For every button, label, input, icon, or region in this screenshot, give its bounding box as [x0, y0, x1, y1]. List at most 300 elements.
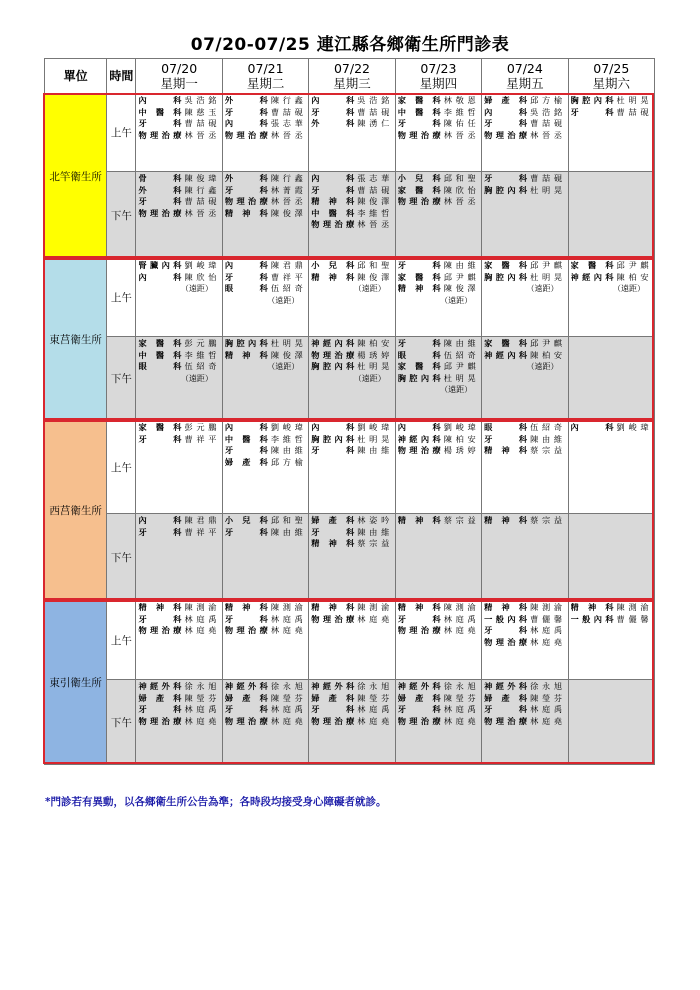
- doctor-name: 林庭禹: [270, 704, 303, 715]
- clinic-entry: [571, 260, 653, 272]
- doctor-name: 杜明晃: [443, 372, 476, 383]
- department: 內 科: [570, 422, 614, 432]
- department: 家醫科: [397, 271, 441, 282]
- clinic-entry: [138, 107, 220, 119]
- department: 牙 科: [138, 613, 182, 624]
- clinic-entry: [311, 107, 393, 119]
- clinic-entry: [484, 614, 566, 626]
- department: 牙 科: [311, 184, 355, 195]
- schedule-cell: [309, 514, 395, 601]
- schedule-cell: [395, 172, 481, 259]
- schedule-cell: [136, 421, 222, 514]
- doctor-name: 陳行鑫: [270, 173, 303, 183]
- day-date: 07/25: [593, 61, 630, 76]
- department: 家醫科: [484, 338, 528, 348]
- department: 精神科: [570, 602, 614, 612]
- doctor-name: 陳君鼎: [184, 515, 217, 525]
- clinic-entry: [138, 625, 220, 637]
- department: 家醫科: [138, 338, 182, 348]
- day-weekday: 星期二: [246, 76, 285, 91]
- department: 物理治療: [138, 207, 182, 218]
- schedule-cell: [482, 514, 568, 601]
- department: 家醫科: [397, 95, 441, 105]
- department: 物理治療: [138, 715, 182, 726]
- schedule-cell: [568, 601, 654, 680]
- doctor-name: 陳由維: [270, 445, 303, 456]
- clinic-entry: [138, 704, 220, 716]
- schedule-cell: [482, 94, 568, 172]
- department: 牙 科: [224, 184, 268, 195]
- department: 神經外科: [311, 681, 355, 691]
- department: 一般內科: [484, 613, 528, 624]
- unit-name: 東莒衛生所: [45, 259, 107, 421]
- doctor-name: 李維哲: [270, 433, 303, 444]
- clinic-entry: [311, 681, 393, 693]
- clinic-entry: [138, 361, 220, 373]
- doctor-name: 林晉丞: [530, 129, 563, 140]
- clinic-entry: [138, 118, 220, 130]
- doctor-name: 陳瑩芬: [270, 692, 303, 703]
- schedule-cell: [395, 514, 481, 601]
- department: 胸腔內科: [570, 95, 614, 105]
- department: 內 科: [138, 271, 182, 282]
- clinic-entry: [398, 185, 480, 197]
- doctor-name: 杜明晃: [270, 338, 303, 348]
- department: 神經內科: [311, 338, 355, 348]
- doctor-name: 楊琇婷: [357, 349, 390, 360]
- doctor-name: 陳君鼎: [270, 260, 303, 270]
- department: 外 科: [224, 95, 268, 105]
- clinic-entry: [484, 118, 566, 130]
- doctor-name: 徐永旭: [270, 681, 303, 691]
- doctor-name: 陳測渝: [443, 602, 476, 612]
- doctor-name: 林庭堯: [184, 625, 217, 636]
- doctor-name: 劉峻瑋: [443, 422, 476, 432]
- clinic-entry: [225, 185, 307, 197]
- remote-note: （遠距）: [267, 295, 300, 305]
- clinic-entry: [225, 527, 307, 539]
- doctor-name: 林庭堯: [443, 625, 476, 636]
- clinic-entry: [138, 527, 220, 539]
- day-header: [136, 59, 222, 94]
- doctor-name: 彭元鵬: [184, 338, 217, 348]
- doctor-name: 林庭堯: [530, 715, 563, 726]
- clinic-entry: [138, 173, 220, 185]
- clinic-entry: [311, 272, 393, 284]
- clinic-entry: [311, 527, 393, 539]
- doctor-name: 陳由維: [530, 433, 563, 444]
- schedule-cell: [395, 601, 481, 680]
- department: 牙 科: [484, 433, 528, 444]
- doctor-name: 陳由維: [357, 445, 390, 456]
- department: 牙 科: [397, 260, 441, 270]
- department: 家醫科: [138, 422, 182, 432]
- department: 物理治療: [397, 715, 441, 726]
- clinic-entry: [571, 422, 653, 434]
- department: 物理治療: [138, 625, 182, 636]
- department: 精神科: [397, 515, 441, 525]
- clinic-entry: [398, 350, 480, 362]
- day-header: [482, 59, 568, 94]
- department: 牙 科: [484, 625, 528, 636]
- doctor-name: 陳瑩芬: [357, 692, 390, 703]
- doctor-name: 陳測渝: [184, 602, 217, 612]
- doctor-name: 邱和聖: [357, 260, 390, 270]
- doctor-name: 陳由維: [443, 260, 476, 270]
- department: 小兒科: [397, 173, 441, 183]
- department: 精神科: [224, 349, 268, 360]
- doctor-name: 林庭禹: [443, 613, 476, 624]
- day-date: 07/20: [161, 61, 198, 76]
- doctor-name: 劉峻瑋: [270, 422, 303, 432]
- doctor-name: 曹喆硯: [357, 106, 390, 117]
- doctor-name: 陳瑩芬: [443, 692, 476, 703]
- department: 物理治療: [397, 625, 441, 636]
- department: 精神科: [484, 602, 528, 612]
- department: 精神科: [397, 283, 441, 294]
- clinic-entry: [484, 338, 566, 350]
- department: 牙 科: [484, 704, 528, 715]
- clinic-entry: [138, 614, 220, 626]
- clinic-entry: [484, 185, 566, 197]
- clinic-entry: [484, 422, 566, 434]
- schedule-cell: [482, 421, 568, 514]
- header-row: [45, 59, 655, 94]
- department: 物理治療: [397, 196, 441, 207]
- department: 胸腔內科: [484, 184, 528, 195]
- department: 牙 科: [138, 118, 182, 129]
- department: 婦產科: [138, 692, 182, 703]
- department: 內 科: [224, 118, 268, 129]
- schedule-cell: [222, 680, 308, 765]
- clinic-entry: [138, 693, 220, 705]
- clinic-entry: [225, 681, 307, 693]
- doctor-name: 邱和聖: [443, 173, 476, 183]
- schedule-cell: [482, 172, 568, 259]
- clinic-entry: [138, 260, 220, 272]
- remote-note: （遠距）: [353, 373, 386, 383]
- clinic-entry: [484, 716, 566, 728]
- department: 物理治療: [397, 129, 441, 140]
- doctor-name: 伍紹奇: [530, 422, 563, 432]
- doctor-name: 陳由維: [270, 526, 303, 537]
- department: 神經外科: [138, 681, 182, 691]
- department: 牙 科: [311, 106, 355, 117]
- pm-label: 下午: [107, 337, 136, 421]
- schedule-cell: [136, 514, 222, 601]
- am-row: [45, 421, 655, 514]
- remote-note: （遠距）: [180, 373, 213, 383]
- doctor-name: 吳浩銘: [357, 95, 390, 105]
- am-label: 上午: [107, 421, 136, 514]
- clinic-entry: [484, 693, 566, 705]
- department: 精神科: [224, 207, 268, 218]
- department: 物理治療: [224, 715, 268, 726]
- doctor-name: 徐永旭: [530, 681, 563, 691]
- department: 物理治療: [484, 715, 528, 726]
- clinic-entry: [398, 693, 480, 705]
- day-header: [309, 59, 395, 94]
- unit-name: 北竿衛生所: [45, 94, 107, 259]
- clinic-entry: [225, 602, 307, 614]
- department: 牙 科: [138, 433, 182, 444]
- doctor-name: 李維哲: [357, 207, 390, 218]
- clinic-entry: [484, 95, 566, 107]
- clinic-entry: [484, 445, 566, 457]
- clinic-entry: [138, 716, 220, 728]
- doctor-name: 林晉丞: [357, 219, 390, 230]
- clinic-entry: [225, 283, 307, 295]
- remote-note: （遠距）: [440, 385, 473, 395]
- doctor-name: 杜明晃: [616, 95, 649, 105]
- department: 精神科: [484, 515, 528, 525]
- clinic-entry: [398, 260, 480, 272]
- department: 物理治療: [484, 129, 528, 140]
- doctor-name: 徐永旭: [443, 681, 476, 691]
- clinic-entry: [311, 338, 393, 350]
- clinic-entry: [311, 614, 393, 626]
- doctor-name: 陳俊澤: [270, 207, 303, 218]
- remote-note: （遠距）: [267, 362, 300, 372]
- schedule-cell: [309, 421, 395, 514]
- clinic-entry: [484, 681, 566, 693]
- day-header: [395, 59, 481, 94]
- doctor-name: 陳由維: [357, 526, 390, 537]
- doctor-name: 吳浩銘: [530, 106, 563, 117]
- day-date: 07/24: [506, 61, 543, 76]
- department: 物理治療: [311, 715, 355, 726]
- doctor-name: 劉峻瑋: [616, 422, 649, 432]
- department: 神經外科: [484, 681, 528, 691]
- clinic-entry: [138, 434, 220, 446]
- clinic-entry: [311, 185, 393, 197]
- department: 內 科: [311, 95, 355, 105]
- doctor-name: 曹喆硯: [357, 184, 390, 195]
- day-date: 07/23: [420, 61, 457, 76]
- department: 中醫科: [138, 106, 182, 117]
- unit-column-header: 單位: [45, 59, 107, 94]
- clinic-entry: [398, 716, 480, 728]
- department: 骨 科: [138, 173, 182, 183]
- doctor-name: 林敬恩: [443, 95, 476, 105]
- clinic-entry: [398, 283, 480, 295]
- clinic-entry: [484, 350, 566, 362]
- clinic-entry: [484, 434, 566, 446]
- clinic-entry: [311, 693, 393, 705]
- remote-note: （遠距）: [180, 284, 213, 294]
- clinic-entry: [311, 422, 393, 434]
- clinic-entry: [138, 602, 220, 614]
- doctor-name: 陳俊瑋: [184, 173, 217, 183]
- doctor-name: 林庭堯: [357, 715, 390, 726]
- clinic-entry: [311, 434, 393, 446]
- day-date: 07/22: [333, 61, 370, 76]
- department: 物理治療: [397, 445, 441, 456]
- clinic-entry: [225, 130, 307, 142]
- department: 精神科: [311, 196, 355, 207]
- clinic-entry: [398, 422, 480, 434]
- department: 牙 科: [224, 271, 268, 282]
- department: 神經外科: [397, 681, 441, 691]
- clinic-entry: [225, 95, 307, 107]
- doctor-name: 林晉丞: [443, 129, 476, 140]
- doctor-name: 李維哲: [184, 349, 217, 360]
- doctor-name: 林庭堯: [530, 636, 563, 647]
- doctor-name: 曹喆硯: [530, 118, 563, 129]
- clinic-entry: [225, 173, 307, 185]
- page-title: 07/20-07/25 連江縣各鄉衛生所門診表: [190, 35, 510, 55]
- department: 牙 科: [138, 196, 182, 207]
- clinic-entry: [311, 704, 393, 716]
- doctor-name: 邱尹麒: [530, 260, 563, 270]
- department: 婦產科: [397, 692, 441, 703]
- doctor-name: 陳柏安: [357, 338, 390, 348]
- doctor-name: 陳行鑫: [270, 95, 303, 105]
- clinic-entry: [484, 173, 566, 185]
- clinic-entry: [311, 361, 393, 373]
- schedule-cell: [222, 94, 308, 172]
- department: 牙 科: [397, 704, 441, 715]
- doctor-name: 陳欣怡: [443, 184, 476, 195]
- department: 牙 科: [311, 704, 355, 715]
- department: 牙 科: [224, 613, 268, 624]
- clinic-entry: [311, 602, 393, 614]
- clinic-entry: [225, 196, 307, 208]
- department: 內 科: [138, 95, 182, 105]
- clinic-entry: [225, 704, 307, 716]
- department: 精神科: [484, 445, 528, 456]
- clinic-entry: [138, 338, 220, 350]
- schedule-cell: [136, 172, 222, 259]
- schedule-cell: [309, 337, 395, 421]
- department: 精神科: [311, 271, 355, 282]
- clinic-entry: [571, 107, 653, 119]
- doctor-name: 李維哲: [443, 106, 476, 117]
- schedule-cell: [482, 337, 568, 421]
- pm-row: [45, 172, 655, 259]
- department: 牙 科: [311, 445, 355, 456]
- doctor-name: 邱方榆: [530, 95, 563, 105]
- doctor-name: 陳測渝: [530, 602, 563, 612]
- doctor-name: 徐永旭: [184, 681, 217, 691]
- clinic-entry: [225, 422, 307, 434]
- schedule-cell: [136, 337, 222, 421]
- department: 中醫科: [138, 349, 182, 360]
- doctor-name: 陳慈玉: [184, 106, 217, 117]
- clinic-entry: [571, 614, 653, 626]
- department: 內 科: [484, 106, 528, 117]
- remote-note: （遠距）: [526, 362, 559, 372]
- schedule-cell: [136, 259, 222, 337]
- doctor-name: 伍紹奇: [270, 283, 303, 294]
- department: 神經內科: [397, 433, 441, 444]
- day-date: 07/21: [247, 61, 284, 76]
- clinic-entry: [138, 681, 220, 693]
- doctor-name: 蔡宗益: [530, 515, 563, 525]
- doctor-name: 曹儷馨: [530, 613, 563, 624]
- clinic-entry: [311, 716, 393, 728]
- clinic-entry: [225, 716, 307, 728]
- doctor-name: 彭元鵬: [184, 422, 217, 432]
- clinic-entry: [311, 118, 393, 130]
- unit-name: 西莒衛生所: [45, 421, 107, 601]
- schedule-cell: [222, 514, 308, 601]
- department: 神經外科: [224, 681, 268, 691]
- am-label: 上午: [107, 601, 136, 680]
- doctor-name: 林晉丞: [270, 129, 303, 140]
- department: 中醫科: [224, 433, 268, 444]
- clinic-entry: [398, 107, 480, 119]
- clinic-entry: [225, 208, 307, 220]
- day-weekday: 星期三: [333, 76, 371, 91]
- clinic-entry: [138, 208, 220, 220]
- doctor-name: 伍紹奇: [443, 349, 476, 360]
- clinic-entry: [571, 272, 653, 284]
- clinic-entry: [398, 681, 480, 693]
- department: 內 科: [224, 422, 268, 432]
- day-weekday: 星期六: [592, 76, 631, 91]
- doctor-name: 陳欣怡: [184, 271, 217, 282]
- am-row: [45, 259, 655, 337]
- pm-label: 下午: [107, 172, 136, 259]
- department: 內 科: [397, 422, 441, 432]
- department: 小兒科: [311, 260, 355, 270]
- clinic-entry: [311, 350, 393, 362]
- department: 婦產科: [311, 692, 355, 703]
- clinic-entry: [398, 373, 480, 385]
- doctor-name: 林庭禹: [443, 704, 476, 715]
- doctor-name: 林庭禹: [270, 613, 303, 624]
- clinic-entry: [225, 625, 307, 637]
- pm-row: [45, 514, 655, 601]
- department: 精神科: [311, 538, 355, 549]
- clinic-entry: [398, 625, 480, 637]
- doctor-name: 邱尹麒: [530, 338, 563, 348]
- doctor-name: 邱方榆: [270, 456, 303, 467]
- doctor-name: 曹祥平: [184, 433, 217, 444]
- department: 物理治療: [484, 636, 528, 647]
- department: 精神科: [311, 602, 355, 612]
- am-label: 上午: [107, 259, 136, 337]
- department: 牙 科: [138, 704, 182, 715]
- clinic-entry: [225, 445, 307, 457]
- department: 婦產科: [484, 692, 528, 703]
- department: 家醫科: [570, 260, 614, 270]
- clinic-entry: [225, 272, 307, 284]
- department: 精神科: [397, 602, 441, 612]
- department: 牙 科: [484, 173, 528, 183]
- schedule-cell: [568, 259, 654, 337]
- schedule-cell: [222, 601, 308, 680]
- clinic-entry: [225, 515, 307, 527]
- department: 精神科: [138, 602, 182, 612]
- clinic-entry: [138, 422, 220, 434]
- department: 婦產科: [484, 95, 528, 105]
- department: 物理治療: [224, 196, 268, 207]
- doctor-name: 陳柏安: [443, 433, 476, 444]
- department: 牙 科: [224, 106, 268, 117]
- department: 胸腔內科: [311, 433, 355, 444]
- schedule-cell: [395, 680, 481, 765]
- doctor-name: 林庭堯: [184, 715, 217, 726]
- doctor-name: 徐永旭: [357, 681, 390, 691]
- clinic-entry: [398, 704, 480, 716]
- clinic-entry: [484, 272, 566, 284]
- department: 胸腔內科: [397, 372, 441, 383]
- doctor-name: 林晉丞: [270, 196, 303, 207]
- schedule-cell: [309, 601, 395, 680]
- department: 物理治療: [224, 625, 268, 636]
